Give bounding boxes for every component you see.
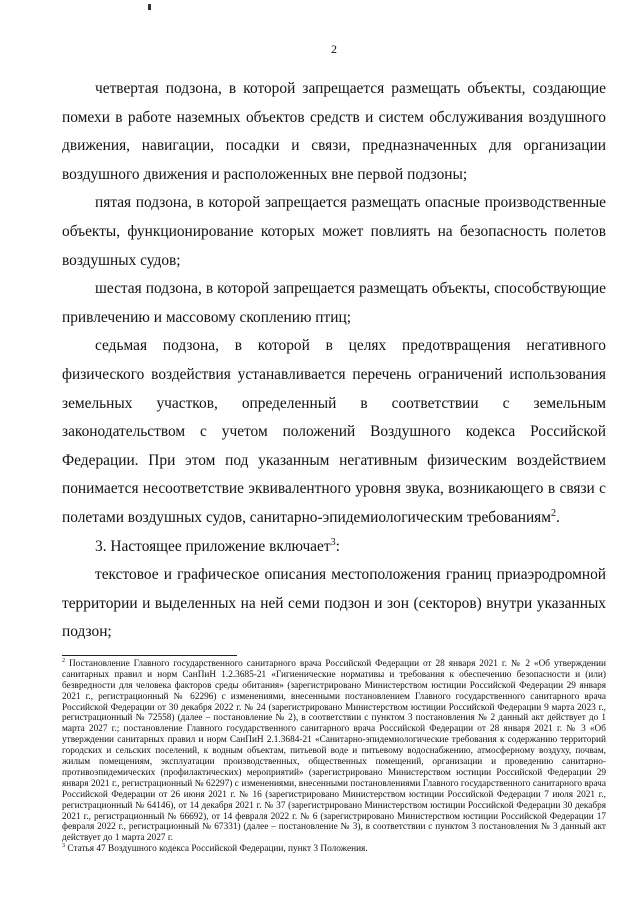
page-number: 2 <box>331 42 337 56</box>
paragraph-subzone-6: шестая подзона, в которой запрещается размещать объекты, способствующие привлечению и массовому скоплению птиц; <box>62 280 606 326</box>
paragraph-description: текстовое и графическое описания местоположения границ приаэродромной территории и выделенных на ней семи подзон и зон (секторов) внутри указанных подзон; <box>62 566 606 641</box>
paragraph-subzone-7-text: седьмая подзона, в которой в целях предотвращения негативного физического воздействия устанавливается перечень ограничений использования земельных участков, определенный в соответствии с земельным законодательством с учетом положений Воздушного кодекса Российской Федерации. При этом под указанным негативным физическим воздействием понимается несоответствие эквивалентного уровня звука, возникающего в связи с полетами воздушных судов, санитарно-эпидемиологическим требованиям <box>62 337 606 526</box>
footnotes <box>62 659 606 855</box>
footnote-2-text: Постановление Главного государственного санитарного врача Российской Федерации от 28 января 2021 г. № 2 «Об утверждении санитарных правил и норм СанПиН 1.2.3685-21 «Гигиенические нормативы и требования к обеспечению безопасности и (или) безвредности для человека факторов среды обитания» (зарегистрировано Министерством юстиции Российской Федерации 29 января 2021 г., регистрационный № 62296) с изменениями, внесенными постановлением Главного государственного санитарного врача Российской Федерации от 30 декабря 2022 г. № 24 (зарегистрировано Министерством юстиции Российской Федерации 9 марта 2023 г., регистрационный № 72558) (далее – постановление № 2), в соответствии с пунктом 3 постановления № 2 данный акт действует до 1 марта 2027 г.; постановление Главного государственного санитарного врача Российской Федерации от 28 января 2021 г. № 3 «Об утверждении санитарных правил и норм СанПиН 2.1.3684-21 «Санитарно-эпидемиологические требования к содержанию территорий городских и сельских поселений, к водным объектам, питьевой воде и питьевому водоснабжению, атмосферному воздуху, почвам, жилым помещениям, эксплуатации производственных, общественных помещений, организации и проведению санитарно-противоэпидемических (профилактических) мероприятий» (зарегистрировано Министерством юстиции Российской Федерации 29 января 2021 г., регистрационный № 62297) с изменениями, внесенными постановлениями Главного государственного санитарного врача Российской Федерации от 26 июня 2021 г. № 16 (зарегистрировано Министерством юстиции Российской Федерации 7 июля 2021 г., регистрационный № 64146), от 14 декабря 2021 г. № 37 (зарегистрировано Министерством юстиции Российской Федерации 30 декабря 2021 г., регистрационный № 66692), от 14 февраля 2022 г. № 6 (зарегистрировано Министерством юстиции Российской Федерации 17 февраля 2022 г., регистрационный № 67331) (далее – постановление № 3), в соответствии с пунктом 3 постановления № 3 данный акт действует до 1 марта 2027 г. <box>62 658 606 844</box>
footnote-2-mark: 2 <box>62 657 66 664</box>
footnote-ref-3: 3 <box>330 536 336 548</box>
paragraph-subzone-7-end: . <box>556 508 560 526</box>
paragraph-item-3 <box>62 533 606 562</box>
body-text <box>62 75 606 647</box>
footnote-3 <box>62 844 606 855</box>
paragraph-subzone-4: четвертая подзона, в которой запрещается размещать объекты, создающие помехи в работе наземных объектов средств и систем обслуживания воздушного движения, навигации, посадки и связи, предназначенных для организации воздушного движения и расположенных вне первой подзоны; <box>62 80 606 183</box>
footnote-3-text: Статья 47 Воздушного кодекса Российской Федерации, пункт 3 Положения. <box>67 844 368 855</box>
footnote-2 <box>62 659 606 844</box>
paragraph-subzone-5: пятая подзона, в которой запрещается размещать опасные производственные объекты, функционирование которых может повлиять на безопасность полетов воздушных судов; <box>62 194 606 269</box>
footnote-3-mark: 3 <box>62 843 66 850</box>
paragraph-item-3-text: 3. Настоящее приложение включает <box>95 537 331 555</box>
footnote-separator <box>62 655 237 656</box>
paragraph-item-3-end: : <box>335 537 340 555</box>
footnote-ref-2: 2 <box>551 507 556 519</box>
scan-artifact <box>148 4 151 10</box>
paragraph-subzone-7 <box>62 332 606 532</box>
